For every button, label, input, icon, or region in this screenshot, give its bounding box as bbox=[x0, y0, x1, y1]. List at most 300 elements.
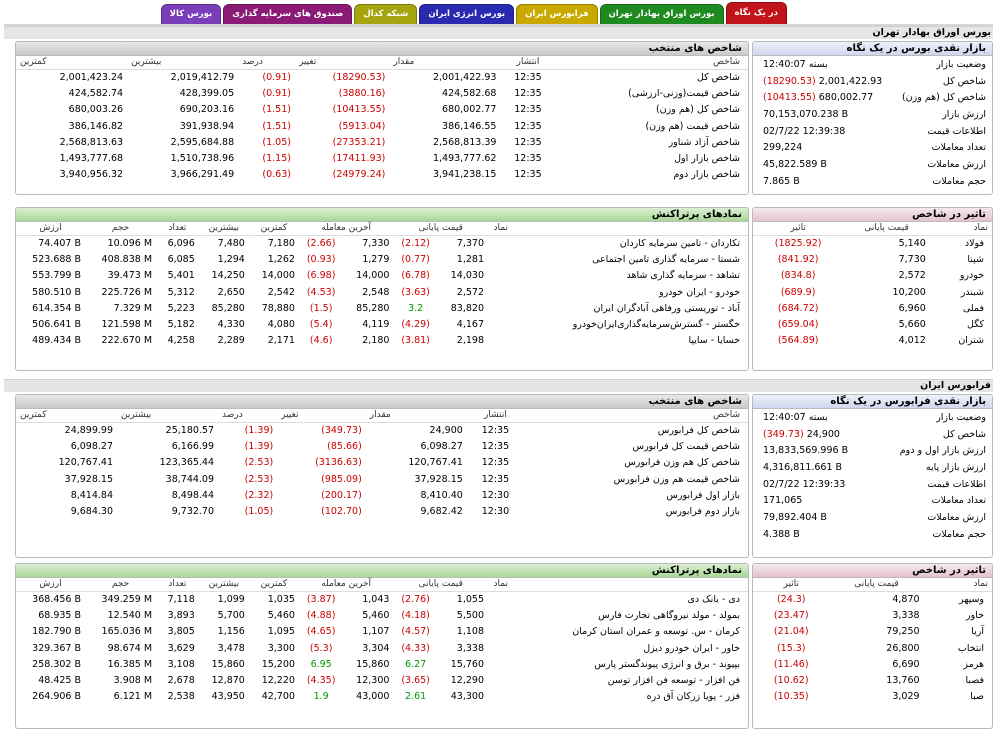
table-cell: 12:35 bbox=[514, 87, 542, 99]
table-cell: (5913.04) bbox=[338, 120, 386, 132]
table-cell: 43,300 bbox=[450, 691, 484, 703]
table-cell: 3,300 bbox=[267, 642, 295, 654]
table-cell: شاخص بازار دوم bbox=[673, 169, 740, 181]
column-header: قیمت پایانی bbox=[829, 578, 923, 591]
table-cell: (4.88) bbox=[306, 609, 336, 621]
glance-value bbox=[753, 409, 882, 426]
ifb-indices-title: شاخص های منتخب bbox=[16, 395, 748, 409]
table-cell: 25,180.57 bbox=[165, 424, 215, 436]
table-cell: (4.35) bbox=[306, 675, 336, 687]
table-cell: 121.598 M bbox=[101, 319, 153, 331]
glance-row bbox=[753, 173, 992, 190]
impact-cell: (684.72) bbox=[777, 302, 819, 314]
ifb-indices-table bbox=[16, 409, 748, 520]
glance-value-text: 4.388 B bbox=[763, 528, 800, 540]
price-cell: 5,660 bbox=[898, 319, 926, 331]
table-cell: (2.53) bbox=[244, 457, 274, 469]
table-cell: 43,950 bbox=[211, 691, 245, 703]
table-cell: 83,820 bbox=[450, 302, 484, 314]
glance-value-text: 13,833,569.996 B bbox=[763, 445, 849, 457]
table-cell: 12:35 bbox=[481, 457, 510, 469]
glance-row bbox=[753, 426, 992, 443]
table-cell: (1.39) bbox=[244, 440, 274, 452]
table-cell: 424,582.68 bbox=[442, 87, 497, 99]
table-cell: (200.17) bbox=[321, 489, 362, 501]
table-cell: شستا - سرمایه گذاری تامین اجتماعی bbox=[592, 253, 740, 265]
symbol-cell: شبندر bbox=[960, 286, 984, 298]
table-cell: 264.906 B bbox=[32, 691, 81, 703]
table-cell: (0.63) bbox=[262, 169, 291, 181]
table-cell: 553.799 B bbox=[32, 270, 81, 282]
column-header: قیمت پایانی bbox=[393, 578, 488, 591]
table-cell: بپیوند - برق و انرژی پیوندگستر پارس bbox=[594, 658, 740, 670]
column-header: تعداد bbox=[156, 222, 199, 235]
glance-value bbox=[753, 123, 886, 140]
table-cell: 12,220 bbox=[261, 675, 295, 687]
table-cell: 74.407 B bbox=[38, 237, 81, 249]
glance-value bbox=[753, 459, 882, 476]
glance-label: وضعیت بازار bbox=[936, 58, 986, 70]
table-cell: فن افزار - توسعه فن افزار توسن bbox=[607, 675, 740, 687]
symbol-cell: انتخاب bbox=[957, 642, 984, 654]
table-cell: (1.5) bbox=[309, 302, 333, 314]
table-row bbox=[16, 656, 748, 672]
glance-row bbox=[753, 442, 992, 459]
table-cell: شاخص قیمت کل فرابورس bbox=[632, 440, 740, 452]
table-cell: 3.2 bbox=[408, 302, 424, 314]
table-cell: 1,099 bbox=[217, 593, 245, 605]
tab-6[interactable]: بورس کالا bbox=[161, 4, 222, 24]
table-cell: 3.908 M bbox=[113, 675, 153, 687]
tse-glance-panel bbox=[752, 41, 993, 195]
table-cell: (85.66) bbox=[327, 440, 362, 452]
table-row bbox=[753, 607, 992, 623]
tse-active-table bbox=[16, 222, 748, 349]
glance-value-text: 171,065 bbox=[763, 495, 803, 507]
table-row bbox=[16, 607, 748, 623]
ifb-glance-title: بازار نقدی فرابورس در یک نگاه bbox=[753, 395, 992, 409]
column-header: بیشترین bbox=[117, 409, 218, 422]
table-row bbox=[16, 333, 748, 349]
table-row bbox=[753, 640, 992, 656]
glance-row bbox=[753, 73, 992, 90]
table-cell: 1,281 bbox=[456, 253, 484, 265]
price-cell: 6,690 bbox=[892, 658, 920, 670]
table-cell: 3,629 bbox=[167, 642, 195, 654]
ifb-impact-title: تاثیر در شاخص bbox=[753, 564, 992, 578]
table-cell: (102.70) bbox=[321, 506, 362, 518]
table-row bbox=[16, 689, 748, 705]
glance-value-text: 7.865 B bbox=[763, 175, 800, 187]
table-cell: 7,370 bbox=[456, 237, 484, 249]
table-cell: 6,085 bbox=[167, 253, 195, 265]
table-cell: شاخص کل (هم وزن) bbox=[655, 104, 740, 116]
symbol-cell: فولاد bbox=[964, 237, 984, 249]
glance-value bbox=[753, 89, 886, 106]
table-row bbox=[16, 118, 748, 134]
table-row bbox=[16, 471, 748, 487]
tse-glance-title: بازار نقدی بورس در یک نگاه bbox=[753, 42, 992, 56]
glance-label: ارزش بازار اول و دوم bbox=[899, 445, 986, 457]
table-cell: دی - بانک دی bbox=[687, 593, 740, 605]
glance-value-text: بسته 12:40:07 bbox=[763, 58, 828, 70]
tab-5[interactable]: صندوق های سرمایه گذاری bbox=[223, 4, 352, 24]
table-cell: 7.329 M bbox=[113, 302, 153, 314]
tse-impact-panel bbox=[752, 207, 993, 371]
table-row bbox=[16, 150, 748, 166]
glance-change: (349.73) bbox=[763, 428, 807, 440]
symbol-cell: آریا bbox=[971, 626, 984, 638]
impact-cell: (834.8) bbox=[780, 270, 816, 282]
column-header: کمترین bbox=[16, 409, 117, 422]
impact-cell: (10.35) bbox=[773, 691, 809, 703]
table-cell: 225.726 M bbox=[101, 286, 153, 298]
table-cell: 2,542 bbox=[267, 286, 295, 298]
column-header: ارزش bbox=[16, 222, 85, 235]
market-tabs bbox=[161, 4, 787, 24]
glance-value-text: 70,153,070.238 B bbox=[763, 108, 849, 120]
table-cell: 8,410.40 bbox=[420, 489, 463, 501]
table-cell: (18290.53) bbox=[332, 71, 386, 83]
table-cell: 1,107 bbox=[362, 626, 390, 638]
ifb-indices-panel bbox=[15, 394, 749, 558]
ifb-impact-table bbox=[753, 578, 992, 705]
ifb-active-table bbox=[16, 578, 748, 705]
table-cell: (3880.16) bbox=[338, 87, 386, 99]
header-row bbox=[16, 578, 748, 591]
glance-value-text: 4,316,811.661 B bbox=[763, 461, 843, 473]
table-cell: 85,280 bbox=[356, 302, 390, 314]
tab-3[interactable]: بورس انرژی ایران bbox=[419, 4, 514, 24]
table-cell: 68.935 B bbox=[38, 609, 81, 621]
tab-4[interactable]: شبکه کدال bbox=[354, 4, 417, 24]
table-cell: 1,294 bbox=[217, 253, 245, 265]
glance-label: شاخص کل (هم وزن) bbox=[901, 92, 986, 104]
impact-cell: (10.62) bbox=[773, 675, 809, 687]
table-cell: 258.302 B bbox=[32, 658, 81, 670]
tse-impact-title: تاثیر در شاخص bbox=[753, 208, 992, 222]
table-cell: (1.05) bbox=[262, 136, 291, 148]
table-cell: 123,365.44 bbox=[159, 457, 215, 469]
ifb-active-panel bbox=[15, 563, 749, 729]
table-cell: 2,001,423.24 bbox=[59, 71, 124, 83]
table-cell: (24979.24) bbox=[332, 169, 386, 181]
price-cell: 3,029 bbox=[892, 691, 920, 703]
table-cell: 12:35 bbox=[514, 153, 542, 165]
glance-value bbox=[753, 156, 886, 173]
table-cell: 37,928.15 bbox=[414, 473, 463, 485]
table-cell: (0.91) bbox=[262, 71, 291, 83]
table-row bbox=[16, 455, 748, 471]
table-cell: 2,198 bbox=[456, 335, 484, 347]
table-cell: 690,203.16 bbox=[179, 104, 235, 116]
table-cell: 3,338 bbox=[456, 642, 484, 654]
glance-value-text: 02/7/22 12:39:38 bbox=[763, 125, 846, 137]
table-cell: 2,595,684.88 bbox=[170, 136, 235, 148]
glance-value bbox=[753, 492, 882, 509]
table-cell: 2,019,412.79 bbox=[170, 71, 235, 83]
tse-impact-table bbox=[753, 222, 992, 349]
table-cell: 15,860 bbox=[211, 658, 245, 670]
glance-value bbox=[753, 426, 882, 443]
table-row bbox=[16, 672, 748, 688]
tse-indices-panel bbox=[15, 41, 749, 195]
glance-row bbox=[753, 509, 992, 526]
column-header: نماد bbox=[488, 222, 748, 235]
table-cell: 2,650 bbox=[217, 286, 245, 298]
table-cell: 3,966,291.49 bbox=[170, 169, 235, 181]
table-cell: 5,500 bbox=[456, 609, 484, 621]
table-cell: 6,166.99 bbox=[171, 440, 215, 452]
section-title-tse: بورس اوراق بهادار تهران bbox=[4, 26, 993, 39]
table-row bbox=[16, 503, 748, 519]
table-cell: 368.456 B bbox=[32, 593, 81, 605]
table-cell: 6,098.27 bbox=[420, 440, 463, 452]
table-cell: 182.790 B bbox=[32, 626, 81, 638]
impact-cell: (659.04) bbox=[777, 319, 819, 331]
table-cell: (5.3) bbox=[309, 642, 333, 654]
table-cell: 12:35 bbox=[514, 169, 542, 181]
table-row bbox=[16, 235, 748, 251]
price-cell: 4,870 bbox=[892, 593, 920, 605]
glance-value bbox=[753, 476, 882, 493]
table-cell: 7,480 bbox=[217, 237, 245, 249]
glance-value bbox=[753, 173, 886, 190]
glance-value bbox=[753, 139, 886, 156]
table-cell: 5,700 bbox=[217, 609, 245, 621]
table-row bbox=[16, 640, 748, 656]
table-cell: 9,682.42 bbox=[420, 506, 463, 518]
table-cell: 2,572 bbox=[456, 286, 484, 298]
table-row bbox=[16, 134, 748, 150]
glance-row bbox=[753, 56, 992, 73]
glance-value bbox=[753, 56, 886, 73]
table-cell: (349.73) bbox=[321, 424, 362, 436]
glance-label: تعداد معاملات bbox=[931, 142, 986, 154]
glance-row bbox=[753, 106, 992, 123]
glance-value-text: 02/7/22 12:39:33 bbox=[763, 478, 846, 490]
table-row bbox=[753, 268, 992, 284]
table-cell: (0.91) bbox=[262, 87, 291, 99]
table-cell: 7,330 bbox=[362, 237, 390, 249]
table-cell: 4,080 bbox=[267, 319, 295, 331]
table-row bbox=[16, 85, 748, 101]
ifb-active-title: نمادهای پرتراکنش bbox=[16, 564, 748, 578]
table-row bbox=[16, 591, 748, 607]
table-cell: 4,258 bbox=[167, 335, 195, 347]
glance-row bbox=[753, 476, 992, 493]
table-cell: (1.05) bbox=[244, 506, 274, 518]
table-cell: 580.510 B bbox=[32, 286, 81, 298]
glance-row bbox=[753, 492, 992, 509]
table-row bbox=[753, 591, 992, 607]
impact-cell: (841.92) bbox=[777, 253, 819, 265]
glance-row bbox=[753, 139, 992, 156]
column-header: انتشار bbox=[500, 56, 555, 69]
table-cell: 12:35 bbox=[514, 120, 542, 132]
table-cell: 14,250 bbox=[211, 270, 245, 282]
table-cell: 12,290 bbox=[450, 675, 484, 687]
table-row bbox=[16, 268, 748, 284]
table-cell: (1.39) bbox=[244, 424, 274, 436]
table-cell: 1,156 bbox=[217, 626, 245, 638]
table-cell: 391,938.94 bbox=[179, 120, 235, 132]
table-row bbox=[16, 69, 748, 85]
table-cell: 7,118 bbox=[167, 593, 195, 605]
table-cell: 2,678 bbox=[167, 675, 195, 687]
table-cell: 4,119 bbox=[362, 319, 390, 331]
table-cell: 1,262 bbox=[267, 253, 295, 265]
column-header: بیشترین bbox=[127, 56, 238, 69]
table-cell: (6.98) bbox=[306, 270, 336, 282]
tse-indices-title: شاخص های منتخب bbox=[16, 42, 748, 56]
table-cell: (5.4) bbox=[309, 319, 333, 331]
table-cell: (1.51) bbox=[262, 120, 291, 132]
column-header: نماد bbox=[930, 222, 992, 235]
table-cell: 120,767.41 bbox=[408, 457, 463, 469]
table-cell: (2.53) bbox=[244, 473, 274, 485]
column-header: تعداد bbox=[156, 578, 199, 591]
table-cell: 48.425 B bbox=[38, 675, 81, 687]
column-header: آخرین معامله bbox=[299, 578, 393, 591]
tab-2[interactable]: فرابورس ایران bbox=[516, 4, 597, 24]
table-cell: 2,289 bbox=[217, 335, 245, 347]
table-cell: شاخص کل فرابورس bbox=[657, 424, 740, 436]
table-cell: 680,003.26 bbox=[68, 104, 124, 116]
table-cell: شاخص قیمت (هم وزن) bbox=[645, 120, 740, 132]
table-cell: بمولد - مولد نیروگاهی تجارت فارس bbox=[598, 609, 740, 621]
table-cell: 14,000 bbox=[356, 270, 390, 282]
table-cell: 85,280 bbox=[211, 302, 245, 314]
table-cell: 2.61 bbox=[405, 691, 427, 703]
table-cell: 386,146.55 bbox=[442, 120, 497, 132]
table-cell: 1,493,777.62 bbox=[432, 153, 497, 165]
table-cell: (1.51) bbox=[262, 104, 291, 116]
table-cell: 9,732.70 bbox=[171, 506, 215, 518]
table-cell: 43,000 bbox=[356, 691, 390, 703]
table-row bbox=[753, 333, 992, 349]
table-cell: تکاردان - تامین سرمایه کاردان bbox=[619, 237, 740, 249]
table-cell: 4,330 bbox=[217, 319, 245, 331]
table-cell: (4.65) bbox=[306, 626, 336, 638]
glance-value-text: بسته 12:40:07 bbox=[763, 411, 828, 423]
table-row bbox=[753, 672, 992, 688]
table-cell: 2,171 bbox=[267, 335, 295, 347]
table-cell: 16.385 M bbox=[107, 658, 153, 670]
column-header: تاثیر bbox=[753, 222, 843, 235]
table-cell: 2,548 bbox=[362, 286, 390, 298]
table-cell: 1,108 bbox=[456, 626, 484, 638]
glance-label: حجم معاملات bbox=[932, 528, 986, 540]
table-cell: 12.540 M bbox=[107, 609, 153, 621]
glance-label: اطلاعات قیمت bbox=[927, 478, 986, 490]
glance-label: ارزش بازار پایه bbox=[925, 461, 986, 473]
table-row bbox=[16, 167, 748, 183]
header-row bbox=[16, 409, 748, 422]
table-cell: (3.81) bbox=[401, 335, 430, 347]
glance-value bbox=[753, 73, 886, 90]
table-cell: 408.838 M bbox=[101, 253, 153, 265]
table-cell: 523.688 B bbox=[32, 253, 81, 265]
column-header: کمترین bbox=[249, 222, 299, 235]
table-row bbox=[753, 316, 992, 332]
tse-glance-table bbox=[753, 56, 992, 190]
glance-value bbox=[753, 106, 886, 123]
header-row bbox=[753, 222, 992, 235]
table-cell: 6.121 M bbox=[113, 691, 153, 703]
table-row bbox=[16, 251, 748, 267]
table-cell: 5,312 bbox=[167, 286, 195, 298]
glance-label: ارزش معاملات bbox=[927, 511, 986, 523]
table-row bbox=[16, 102, 748, 118]
column-header: شاخص bbox=[524, 409, 748, 422]
table-cell: شاخص کل bbox=[696, 71, 740, 83]
table-cell: آباد - توریستی ورفاهی آبادگران ایران bbox=[593, 302, 740, 314]
table-cell: 12:30 bbox=[481, 489, 510, 501]
table-cell: 15,760 bbox=[450, 658, 484, 670]
table-cell: 165.036 M bbox=[101, 626, 153, 638]
table-cell: 424,582.74 bbox=[68, 87, 124, 99]
column-header: قیمت پایانی bbox=[843, 222, 930, 235]
table-cell: 6.95 bbox=[310, 658, 332, 670]
table-cell: 1,035 bbox=[267, 593, 295, 605]
column-header: حجم bbox=[85, 222, 156, 235]
table-cell: 1,043 bbox=[362, 593, 390, 605]
column-header: بیشترین bbox=[199, 578, 249, 591]
column-header: کمترین bbox=[16, 56, 127, 69]
table-cell: 3,893 bbox=[167, 609, 195, 621]
ifb-glance-panel bbox=[752, 394, 993, 558]
price-cell: 26,800 bbox=[886, 642, 920, 654]
tab-1[interactable]: بورس اوراق بهادار تهران bbox=[600, 4, 724, 24]
table-cell: 12,300 bbox=[356, 675, 390, 687]
table-cell: 4,167 bbox=[456, 319, 484, 331]
table-row bbox=[753, 251, 992, 267]
table-cell: 1,493,777.68 bbox=[59, 153, 124, 165]
symbol-cell: صبا bbox=[970, 691, 984, 703]
table-cell: (2.32) bbox=[244, 489, 274, 501]
glance-row bbox=[753, 156, 992, 173]
table-row bbox=[753, 235, 992, 251]
column-header: ارزش bbox=[16, 578, 85, 591]
table-cell: 506.641 B bbox=[32, 319, 81, 331]
table-cell: 7,180 bbox=[267, 237, 295, 249]
symbol-cell: وسپهر bbox=[958, 593, 984, 605]
table-cell: 14,000 bbox=[261, 270, 295, 282]
symbol-cell: شپنا bbox=[967, 253, 984, 265]
impact-cell: (23.47) bbox=[773, 609, 809, 621]
table-cell: (4.57) bbox=[401, 626, 430, 638]
glance-label: تعداد معاملات bbox=[931, 495, 986, 507]
tab-0[interactable]: در یک نگاه bbox=[726, 2, 787, 24]
column-header: نماد bbox=[488, 578, 748, 591]
price-cell: 13,760 bbox=[886, 675, 920, 687]
table-cell: (3.65) bbox=[401, 675, 430, 687]
price-cell: 79,250 bbox=[886, 626, 920, 638]
table-cell: 12:35 bbox=[514, 104, 542, 116]
table-cell: 5,182 bbox=[167, 319, 195, 331]
table-cell: 24,900 bbox=[429, 424, 463, 436]
table-cell: خاور - ایران خودرو دیزل bbox=[643, 642, 740, 654]
table-cell: 6,098.27 bbox=[70, 440, 114, 452]
table-cell: (0.93) bbox=[306, 253, 336, 265]
price-cell: 6,960 bbox=[898, 302, 926, 314]
tse-indices-table bbox=[16, 56, 748, 183]
table-cell: (3136.63) bbox=[315, 457, 362, 469]
ifb-impact-panel bbox=[752, 563, 993, 729]
table-row bbox=[16, 624, 748, 640]
glance-row bbox=[753, 526, 992, 543]
